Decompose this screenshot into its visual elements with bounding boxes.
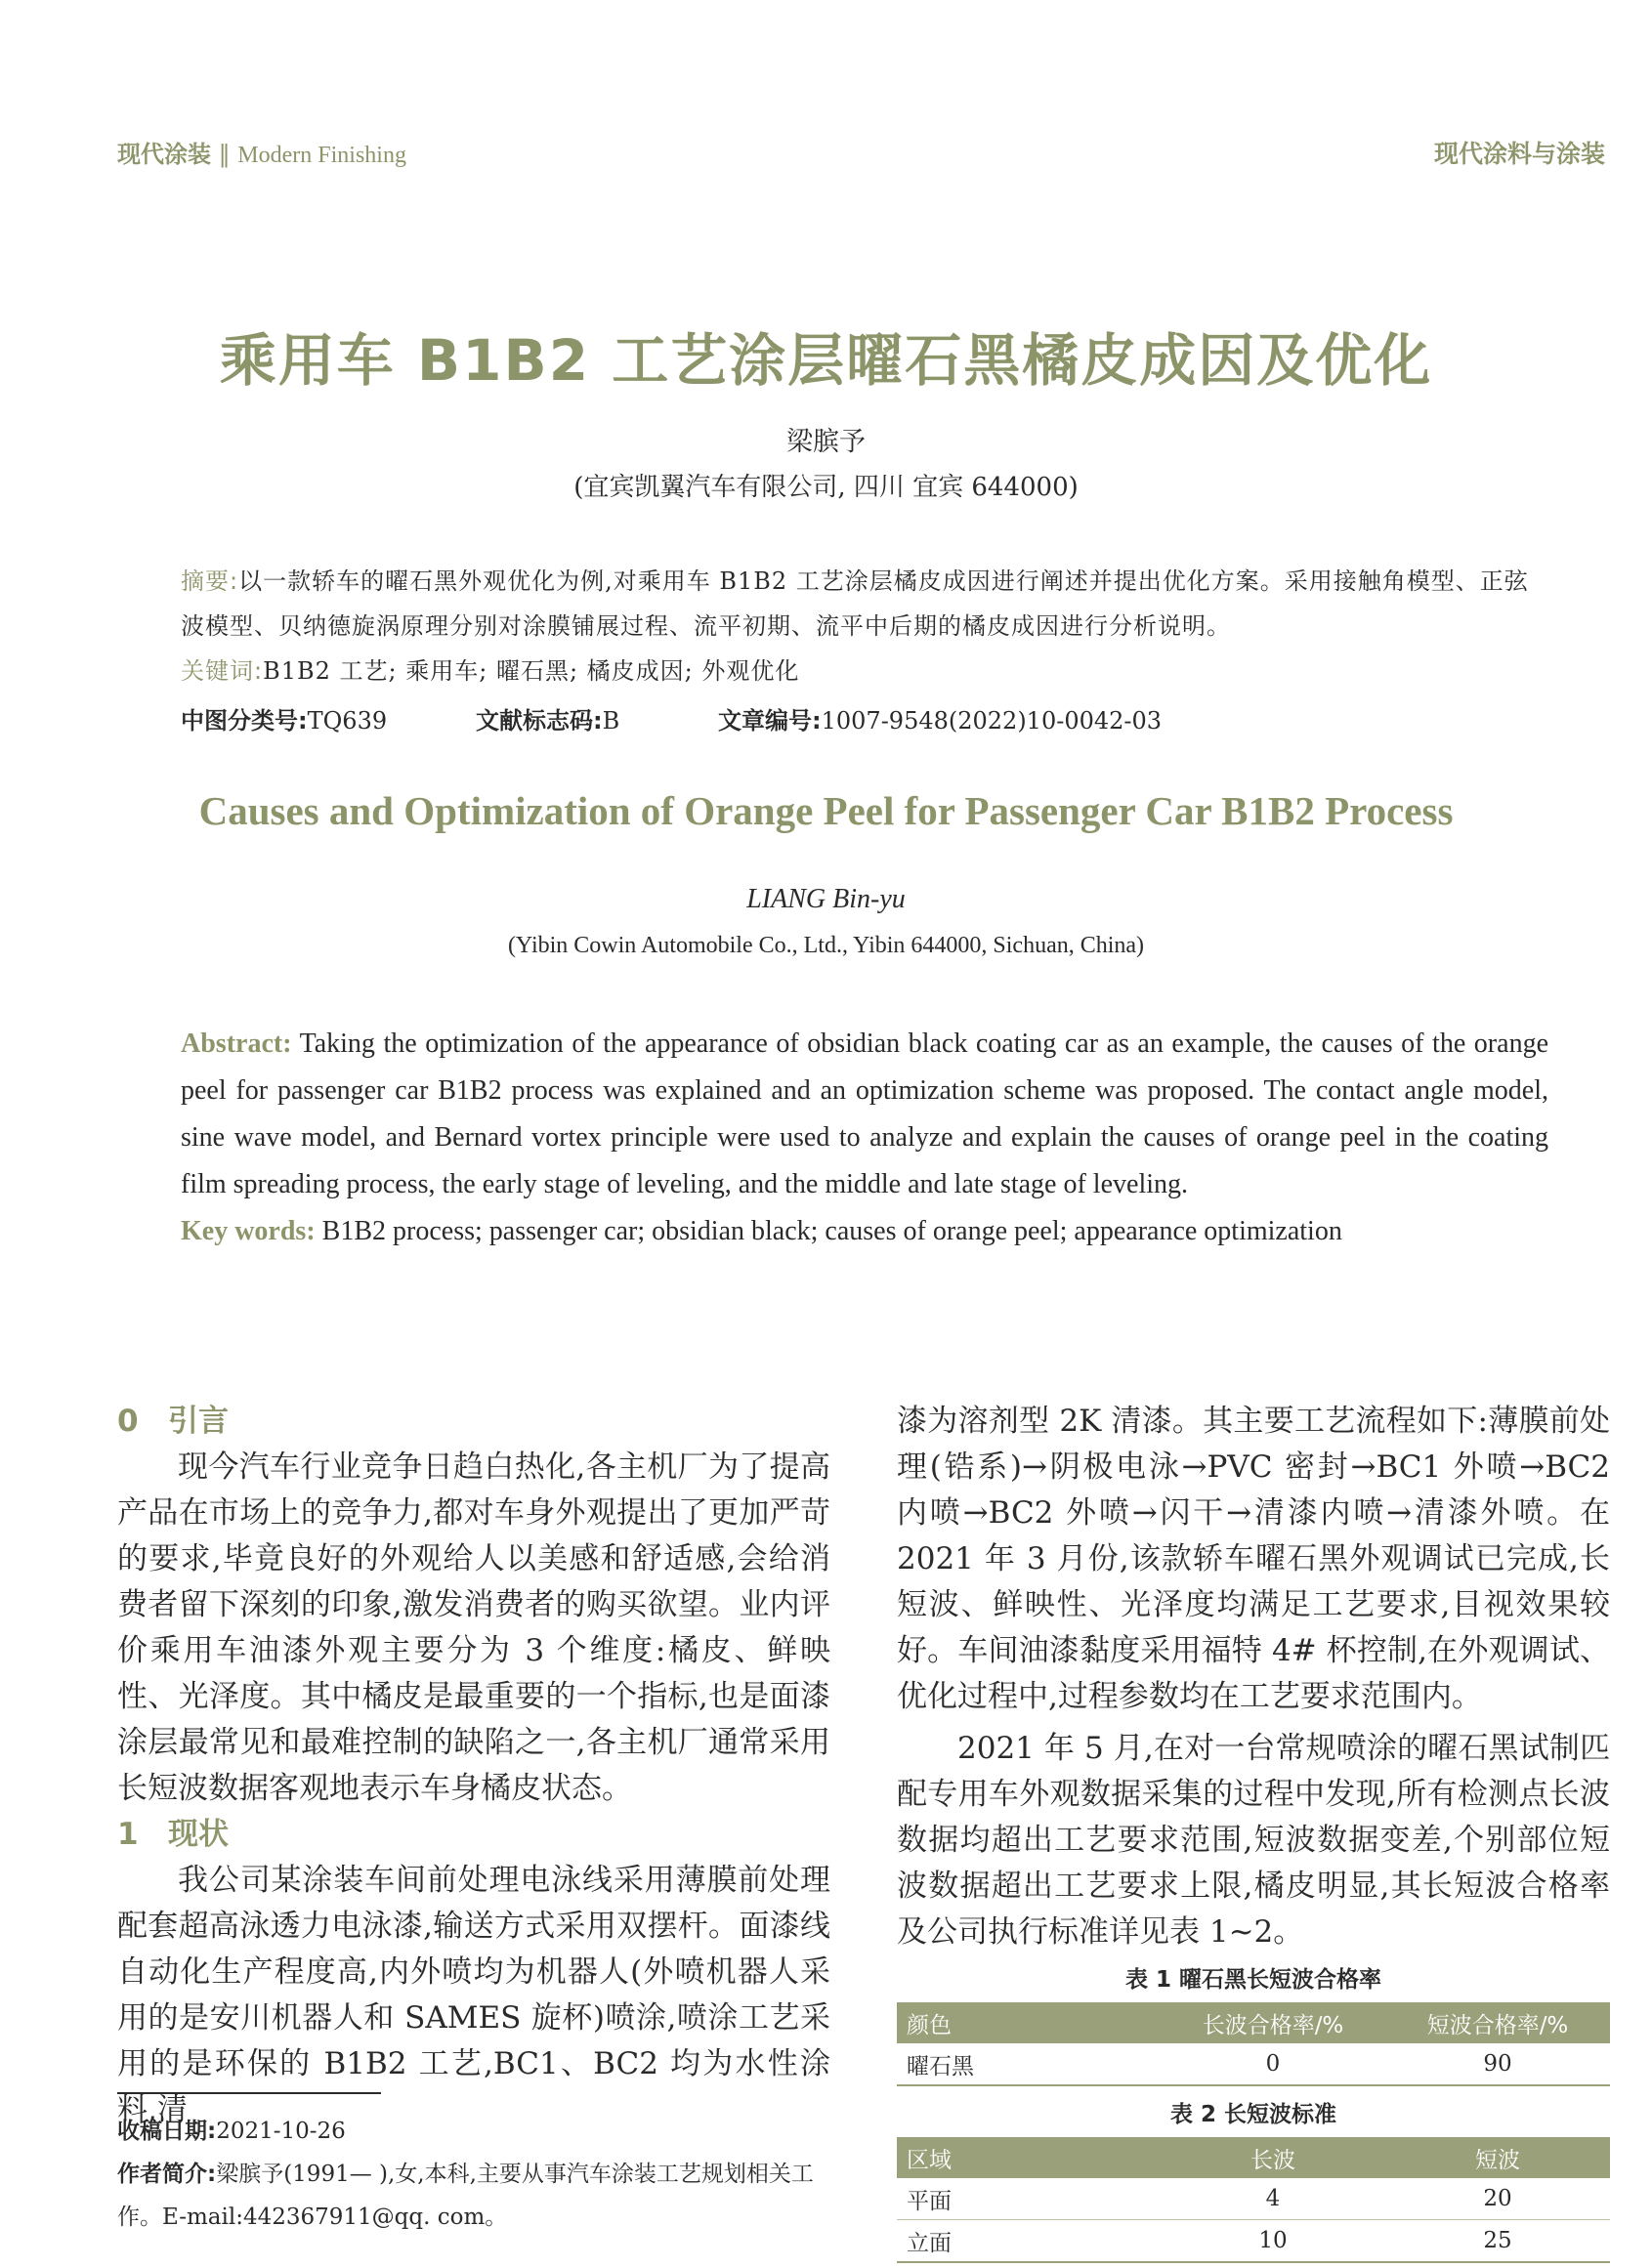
table1-header-cell: 短波合格率/% (1385, 2002, 1610, 2043)
table-cell: 10 (1161, 2220, 1385, 2263)
table1-header-row (897, 2002, 1610, 2043)
running-header-column: 现代涂料与涂装 (1433, 140, 1605, 168)
table-cell: 25 (1385, 2220, 1610, 2263)
intro-paragraph: 现今汽车行业竞争日趋白热化,各主机厂为了提高产品在市场上的竞争力,都对车身外观提出了更加严苛的要求,毕竟良好的外观给人以美感和舒适感,会给消费者留下深刻的印象,激发消费者的购买欲望。业内评价乘用车油漆外观主要分为 3 个维度:橘皮、鲜映性、光泽度。其中橘皮是最重要的一个指标,也是面漆涂层最常见和最难控制的缺陷之一,各主机厂通常采用长短波数据客观地表示车身橘皮状态。 (117, 1449, 830, 1806)
section-heading-status: 1 现状 (117, 1817, 229, 1852)
affiliation-en: (Yibin Cowin Automobile Co., Ltd., Yibin 644000, Sichuan, China) (507, 933, 1145, 958)
table1 (897, 2002, 1610, 2086)
journal-name-cn: 现代涂装 (117, 141, 211, 168)
status-paragraph-2: 2021 年 5 月,在对一台常规喷涂的曜石黑试制匹配专用车外观数据采集的过程中发现,所有检测点长波数据均超出工艺要求范围,短波数据变差,个别部位短波数据超出工艺要求上限,橘皮明显,其长短波合格率及公司执行标准详见表 1~2。 (897, 1731, 1610, 1950)
abstract-en-label: Abstract: (181, 1029, 292, 1059)
keywords-cn (181, 649, 1548, 693)
section-heading-intro: 0 引言 (117, 1404, 229, 1439)
table1-header-cell: 长波合格率/% (1161, 2002, 1385, 2043)
keywords-en-text: B1B2 process; passenger car; obsidian black; causes of orange peel; appearance optimization (321, 1216, 1342, 1246)
table-cell: 20 (1385, 2178, 1610, 2220)
table1-header-cell: 颜色 (897, 2002, 1161, 2043)
table-cell: 曜石黑 (897, 2043, 1161, 2085)
keywords-en-label: Key words: (181, 1216, 316, 1246)
table-cell: 平面 (897, 2178, 1161, 2220)
table-cell: 0 (1161, 2043, 1385, 2085)
clc-number: 中图分类号:TQ639 (181, 707, 388, 735)
table2 (897, 2137, 1610, 2263)
keywords-cn-text: B1B2 工艺; 乘用车; 曜石黑; 橘皮成因; 外观优化 (263, 657, 800, 685)
author-name-en: LIANG Bin-yu (746, 884, 906, 914)
classification-row (181, 701, 1548, 740)
author-name-cn: 梁膑予 (786, 427, 866, 457)
journal-name-en: Modern Finishing (237, 143, 406, 168)
paper-title-cn: 乘用车 B1B2 工艺涂层曜石黑橘皮成因及优化 (219, 327, 1433, 394)
table-cell: 4 (1161, 2178, 1385, 2220)
abstract-cn (181, 559, 1548, 693)
table2-header-cell: 区域 (897, 2137, 1161, 2178)
table2-header-cell: 短波 (1385, 2137, 1610, 2178)
article-number: 文章编号:1007-9548(2022)10-0042-03 (718, 707, 1163, 735)
status-paragraph: 我公司某涂装车间前处理电泳线采用薄膜前处理配套超高泳透力电泳漆,输送方式采用双摆杆。面漆线自动化生产程度高,内外喷均为机器人(外喷机器人采用的是安川机器人和 SAMES 旋杯)喷涂,喷涂工艺采用的是环保的 B1B2 工艺,BC1、BC2 均为水性涂料,清 (117, 1863, 830, 2127)
abstract-en-text: Taking the optimization of the appearance of obsidian black coating car as an example, the causes of the orange peel for passenger car B1B2 process was explained and an optimization scheme was proposed. The contact angle model, sine wave model, and Bernard vortex principle were used to analyze and explain the causes of orange peel in the coating film spreading process, the early stage of leveling, and the middle and late stage of leveling. (181, 1029, 1548, 1199)
table1-caption: 表 1 曜石黑长短波合格率 (1124, 1967, 1382, 1993)
table2-header-cell: 长波 (1161, 2137, 1385, 2178)
table2-caption: 表 2 长短波标准 (1169, 2102, 1337, 2127)
keywords-en (181, 1208, 1548, 1255)
table-cell: 90 (1385, 2043, 1610, 2085)
body-column-right (897, 1399, 1610, 1955)
table2-header-row (897, 2137, 1610, 2178)
table-row (897, 2220, 1610, 2263)
abstract-en-paragraph (181, 1021, 1548, 1208)
abstract-en (181, 1021, 1548, 1255)
document-code: 文献标志码:B (476, 707, 620, 735)
affiliation-cn: (宜宾凯翼汽车有限公司, 四川 宜宾 644000) (573, 473, 1079, 502)
abstract-cn-text: 以一款轿车的曜石黑外观优化为例,对乘用车 B1B2 工艺涂层橘皮成因进行阐述并提出优化方案。采用接触角模型、正弦波模型、贝纳德旋涡原理分别对涂膜铺展过程、流平初期、流平中后期的橘皮成因进行分析说明。 (181, 567, 1529, 640)
table-cell: 立面 (897, 2220, 1161, 2263)
footnote-author-bio: 作者简介:梁膑予(1991— ),女,本科,主要从事汽车涂装工艺规划相关工作。E-mail:442367911@qq. com。 (117, 2162, 814, 2230)
body-column-left (117, 1399, 830, 2133)
abstract-cn-label: 摘要: (181, 567, 239, 595)
footnote-received: 收稿日期:2021-10-26 (117, 2119, 346, 2144)
table-row (897, 2178, 1610, 2220)
status-paragraph-continued: 漆为溶剂型 2K 清漆。其主要工艺流程如下:薄膜前处理(锆系)→阴极电泳→PVC 密封→BC1 外喷→BC2 内喷→BC2 外喷→闪干→清漆内喷→清漆外喷。在 2021 年 3 月份,该款轿车曜石黑外观调试已完成,长短波、鲜映性、光泽度均满足工艺要求,目视效果较好。车间油漆黏度采用福特 4# 杯控制,在外观调试、优化过程中,过程参数均在工艺要求范围内。 (897, 1404, 1610, 1714)
abstract-cn-paragraph (181, 559, 1548, 649)
paper-title-en: Causes and Optimization of Orange Peel for Passenger Car B1B2 Process (198, 788, 1454, 833)
footnote-divider (117, 2092, 381, 2094)
header-separator: ‖ (218, 141, 231, 168)
keywords-cn-label: 关键词: (181, 657, 264, 685)
running-header-left (117, 135, 406, 169)
table-row (897, 2043, 1610, 2085)
